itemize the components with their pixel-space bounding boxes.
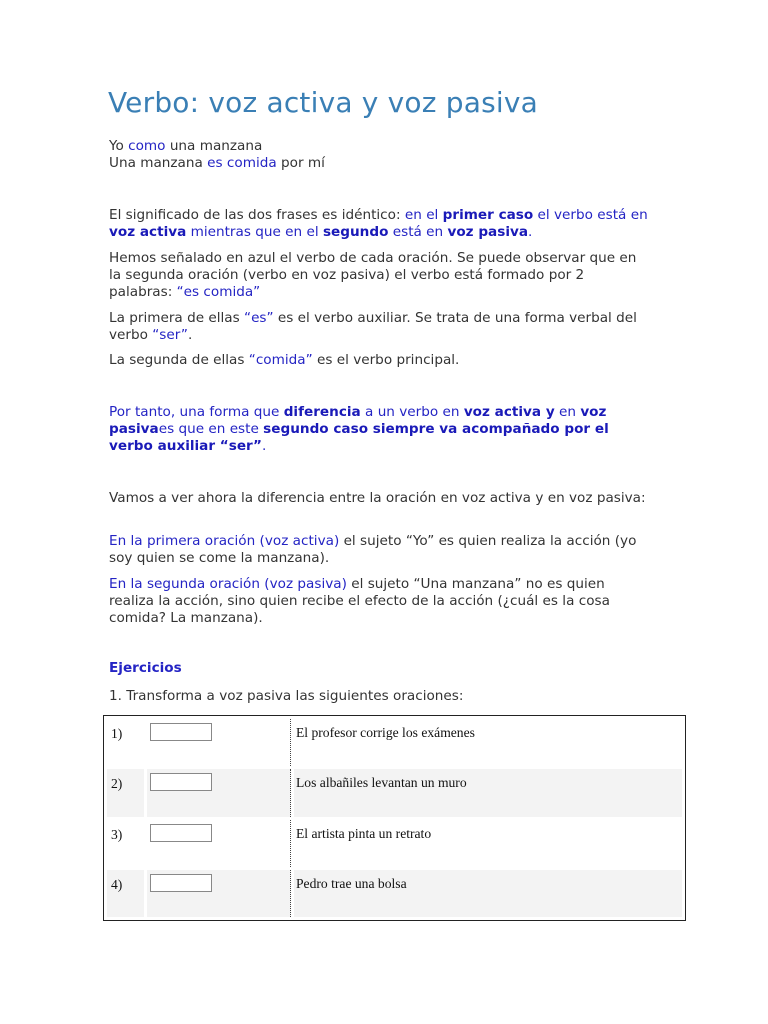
sentence-cell: El artista pinta un retrato [294, 820, 682, 867]
highlight: . [261, 438, 267, 454]
text: una manzana [165, 138, 263, 154]
text: Una manzana [109, 155, 208, 171]
paragraph-second-sentence [109, 576, 649, 627]
sentence-cell: Los albañiles levantan un muro [294, 769, 682, 816]
highlight: el verbo está en [533, 207, 648, 223]
row-number: 4) [107, 870, 144, 917]
highlight: a un verbo en [360, 404, 464, 420]
text: El significado de las dos frases es idéntico: [109, 207, 405, 223]
text: el sujeto “Yo” es quien realiza la acción (yo soy quien se come la manzana). [109, 533, 637, 566]
text: es el verbo principal. [312, 352, 460, 368]
answer-cell [147, 870, 291, 917]
text: La segunda de ellas [109, 352, 249, 368]
highlight-bold: voz activa y [463, 404, 555, 420]
text: La primera de ellas [109, 310, 245, 326]
highlight: en el [404, 207, 443, 223]
answer-input[interactable] [150, 824, 212, 842]
table-row [107, 820, 682, 867]
example-passive-sentence [109, 155, 649, 172]
highlight: mientras que en el [186, 224, 323, 240]
table-row [107, 719, 682, 766]
highlight: en [554, 404, 581, 420]
text: es el verbo auxiliar. Se trata de una forma verbal del verbo [109, 310, 637, 343]
text: Yo [109, 138, 129, 154]
passive-verb: es comida [207, 155, 277, 171]
highlight: una forma que [179, 404, 284, 420]
highlight: En la segunda oración (voz pasiva) [109, 576, 347, 592]
answer-input[interactable] [150, 773, 212, 791]
paragraph-first-sentence [109, 533, 649, 567]
text: Hemos señalado en azul el verbo de cada oración. Se puede observar que en la segunda oración (verbo en voz pasiva) el verbo está formado por 2 palabras: [109, 250, 637, 300]
text: por mí [276, 155, 325, 171]
answer-cell [147, 769, 291, 816]
example-active-sentence [109, 138, 649, 155]
exercise-instruction: 1. Transforma a voz pasiva las siguientes oraciones: [109, 688, 464, 704]
paragraph-meaning [109, 207, 649, 241]
row-number: 1) [107, 719, 144, 766]
highlight: En la primera oración (voz activa) [109, 533, 340, 549]
exercise-table [103, 715, 686, 921]
paragraph-auxiliary [109, 310, 649, 344]
answer-input[interactable] [150, 874, 212, 892]
highlight-bold: voz activa [109, 224, 187, 240]
row-number: 2) [107, 769, 144, 816]
paragraph-conclusion [109, 404, 649, 455]
highlight: “comida” [248, 352, 313, 368]
highlight: “ser” [152, 327, 188, 343]
highlight-bold: voz pasiva [109, 404, 607, 437]
highlight-bold: segundo caso siempre va acompañado por el verbo auxiliar “ser” [109, 421, 609, 454]
answer-input[interactable] [150, 723, 212, 741]
paragraph-blue-verbs [109, 250, 649, 301]
sentence-cell: El profesor corrige los exámenes [294, 719, 682, 766]
highlight: . [528, 224, 533, 240]
table-row [107, 870, 682, 917]
highlight: “es” [244, 310, 274, 326]
active-verb: como [128, 138, 166, 154]
sentence-cell: Pedro trae una bolsa [294, 870, 682, 917]
answer-cell [147, 719, 291, 766]
table-row [107, 769, 682, 816]
highlight-bold: voz pasiva [447, 224, 529, 240]
paragraph-main-verb [109, 352, 649, 369]
text: el sujeto “Una manzana” no es quien realiza la acción, sino quien recibe el efecto de la acción (¿cuál es la cosa comida? La manzana). [109, 576, 610, 626]
highlight-bold: diferencia [283, 404, 361, 420]
exercises-heading: Ejercicios [109, 660, 182, 676]
highlight: está en [388, 224, 448, 240]
highlight: Por tanto, [109, 404, 180, 420]
paragraph-difference-intro: Vamos a ver ahora la diferencia entre la oración en voz activa y en voz pasiva: [109, 490, 646, 506]
page-title: Verbo: voz activa y voz pasiva [108, 86, 538, 119]
text: . [187, 327, 193, 343]
highlight: es que en este [158, 421, 264, 437]
highlight-bold: primer caso [442, 207, 534, 223]
answer-cell [147, 820, 291, 867]
highlight: “es comida” [176, 284, 261, 300]
highlight-bold: segundo [322, 224, 389, 240]
row-number: 3) [107, 820, 144, 867]
